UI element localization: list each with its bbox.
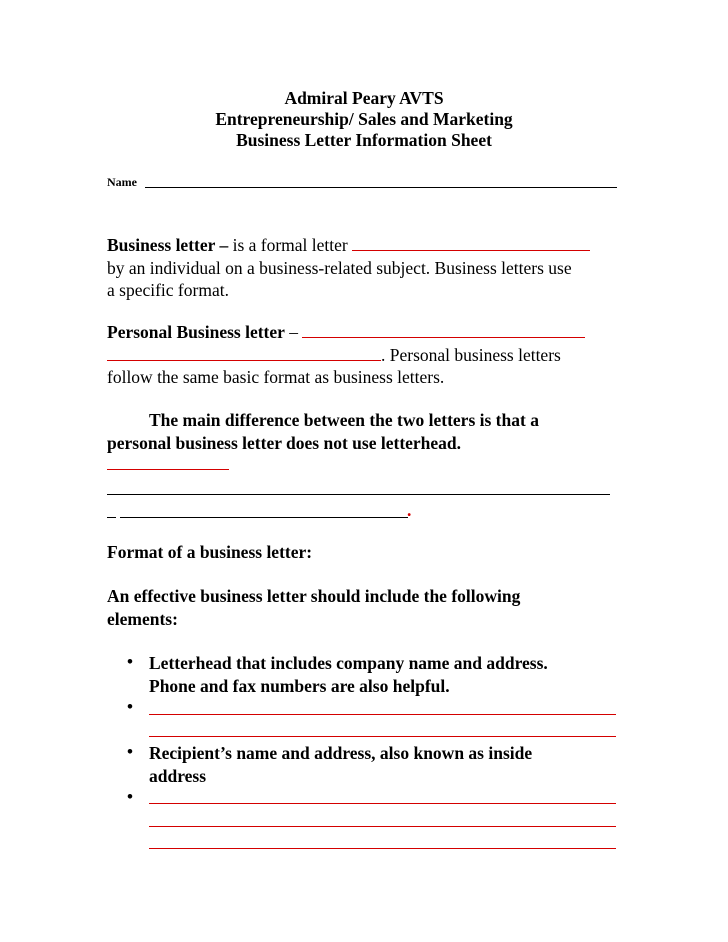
business-letter-blank[interactable] bbox=[352, 236, 590, 251]
personal-letter-blank-1[interactable] bbox=[302, 323, 585, 338]
name-blank-line[interactable] bbox=[145, 187, 617, 188]
sheet-title: Business Letter Information Sheet bbox=[236, 130, 492, 150]
business-letter-text-3: a specific format. bbox=[107, 280, 229, 300]
difference-blank-3a[interactable] bbox=[107, 517, 116, 518]
program-name: Entrepreneurship/ Sales and Marketing bbox=[215, 109, 513, 129]
business-letter-term: Business letter – bbox=[107, 235, 229, 255]
personal-business-letter-term: Personal Business letter bbox=[107, 322, 285, 342]
bullet-icon: • bbox=[127, 652, 133, 671]
format-heading: Format of a business letter: bbox=[107, 542, 313, 562]
list-item-4-blank-1[interactable] bbox=[149, 803, 616, 804]
list-item-letterhead: Letterhead that includes company name and address. Phone and fax numbers are also helpful. bbox=[149, 653, 548, 696]
bullet-icon: • bbox=[127, 697, 133, 716]
personal-business-letter-definition bbox=[107, 321, 617, 389]
list-item-2-blank-1[interactable] bbox=[149, 714, 616, 715]
list-item-recipient: Recipient’s name and address, also known as inside address bbox=[149, 743, 533, 786]
difference-period: . bbox=[407, 500, 412, 520]
letter-difference bbox=[107, 409, 617, 454]
personal-letter-blank-2[interactable] bbox=[107, 346, 381, 361]
difference-line-1: The main difference between the two letters is that a bbox=[149, 410, 539, 430]
name-field[interactable] bbox=[107, 174, 617, 190]
list-item-4-blank-2[interactable] bbox=[149, 826, 616, 827]
difference-line-2: personal business letter does not use letterhead. bbox=[107, 432, 462, 453]
bullet-icon: • bbox=[127, 787, 133, 806]
personal-letter-text-2: follow the same basic format as business letters. bbox=[107, 367, 445, 387]
document-header bbox=[0, 88, 728, 151]
personal-dash: – bbox=[289, 322, 299, 342]
difference-blank-2[interactable] bbox=[107, 494, 610, 495]
school-name: Admiral Peary AVTS bbox=[284, 88, 444, 108]
difference-blank-1[interactable] bbox=[107, 469, 229, 470]
business-letter-text-2: by an individual on a business-related subject. Business letters use bbox=[107, 257, 572, 278]
effective-letter-intro bbox=[107, 585, 617, 630]
list-item-4-blank-3[interactable] bbox=[149, 848, 616, 849]
difference-blank-3b[interactable] bbox=[120, 517, 408, 518]
bullet-icon: • bbox=[127, 742, 133, 761]
name-label: Name bbox=[107, 175, 137, 189]
list-item-2-blank-2[interactable] bbox=[149, 736, 616, 737]
business-letter-definition bbox=[107, 234, 617, 302]
effective-line-1: An effective business letter should include the following bbox=[107, 586, 521, 606]
personal-letter-text-1: . Personal business letters bbox=[381, 344, 561, 365]
business-letter-text-1: is a formal letter bbox=[232, 235, 348, 255]
effective-line-2: elements: bbox=[107, 608, 178, 629]
